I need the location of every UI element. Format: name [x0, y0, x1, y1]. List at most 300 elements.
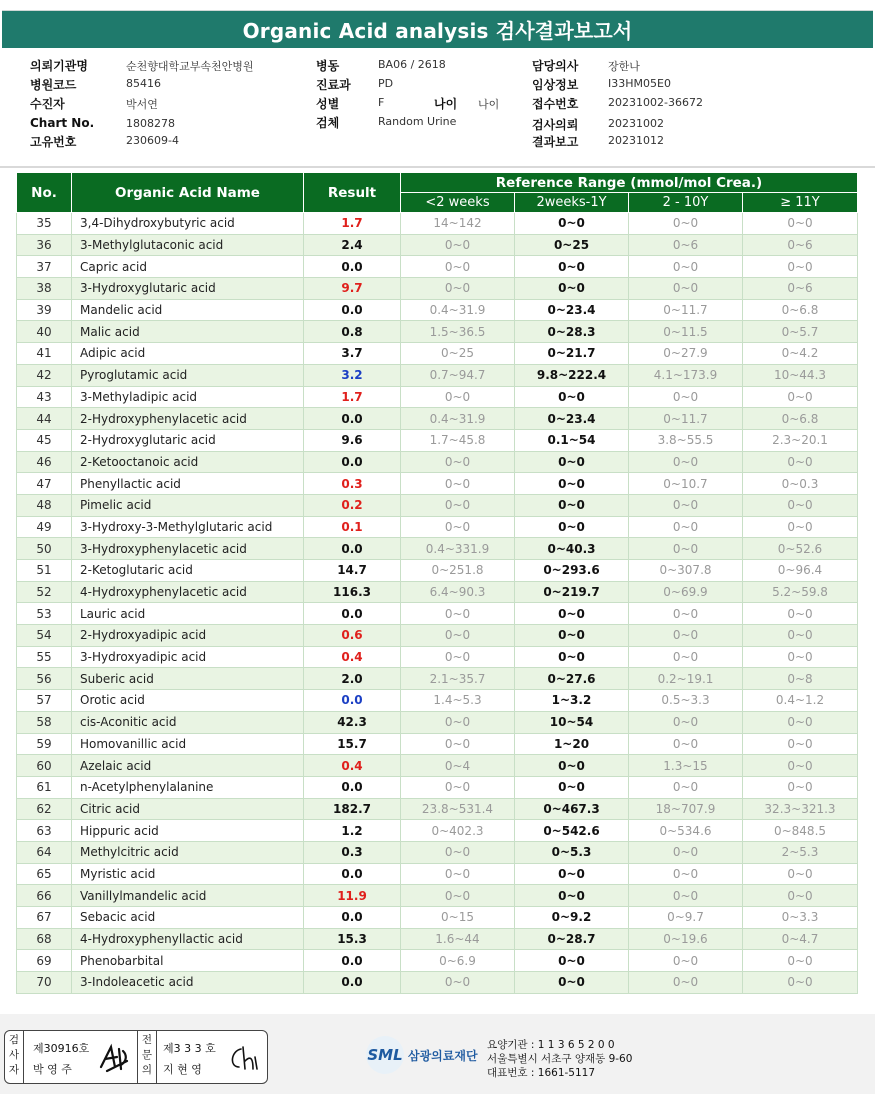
table-row	[17, 256, 858, 278]
addr-phone: 대표번호 : 1661-5117	[487, 1067, 596, 1079]
row-result: 15.7	[304, 733, 401, 755]
table-row	[17, 776, 858, 798]
row-acid-name: 2-Hydroxyphenylacetic acid	[72, 408, 304, 430]
row-result: 0.0	[304, 256, 401, 278]
row-ref-2-10y: 0.2~19.1	[629, 668, 743, 690]
row-ref-2-10y: 0~0	[629, 256, 743, 278]
row-acid-name: Suberic acid	[72, 668, 304, 690]
org-name: 삼광의료재단	[408, 1048, 478, 1063]
row-acid-name: 3-Methylglutaconic acid	[72, 234, 304, 256]
specialist-name: 지 현 영	[163, 1063, 202, 1076]
table-row	[17, 690, 858, 712]
row-ref-11y: 0~0	[743, 776, 858, 798]
row-ref-2-10y: 0~534.6	[629, 820, 743, 842]
row-ref-lt2w: 0~0	[401, 516, 515, 538]
age-value: 나이	[478, 98, 500, 111]
row-result: 0.0	[304, 408, 401, 430]
row-ref-2-10y: 0~0	[629, 213, 743, 235]
divider	[156, 1031, 157, 1083]
col-name-header: Organic Acid Name	[72, 173, 304, 213]
table-row	[17, 668, 858, 690]
row-ref-lt2w: 0~0	[401, 603, 515, 625]
row-ref-11y: 0~848.5	[743, 820, 858, 842]
row-result: 3.7	[304, 343, 401, 365]
collector-value: 박서연	[126, 98, 158, 111]
row-ref-2w1y: 0~0	[515, 278, 629, 300]
row-ref-lt2w: 0~0	[401, 733, 515, 755]
hosp-code-label: 병원코드	[30, 78, 77, 92]
table-row	[17, 299, 858, 321]
row-ref-2-10y: 0~69.9	[629, 581, 743, 603]
row-ref-lt2w: 0~0	[401, 885, 515, 907]
row-ref-2w1y: 0~0	[515, 494, 629, 516]
results-table	[16, 172, 858, 994]
row-result: 0.4	[304, 646, 401, 668]
row-no: 49	[17, 516, 72, 538]
sex-label: 성별	[316, 97, 340, 111]
unique-no-label: 고유번호	[30, 135, 77, 149]
row-ref-11y: 0~0	[743, 733, 858, 755]
row-no: 70	[17, 972, 72, 994]
row-ref-2w1y: 0~0	[515, 213, 629, 235]
col-ref-lt2w: <2 weeks	[401, 193, 515, 213]
row-no: 39	[17, 299, 72, 321]
col-ref-2-10y: 2 - 10Y	[629, 193, 743, 213]
row-acid-name: 3-Indoleacetic acid	[72, 972, 304, 994]
table-row	[17, 841, 858, 863]
row-acid-name: Phenobarbital	[72, 950, 304, 972]
row-ref-lt2w: 0.7~94.7	[401, 364, 515, 386]
row-ref-11y: 0~5.7	[743, 321, 858, 343]
row-no: 61	[17, 776, 72, 798]
row-ref-lt2w: 1.7~45.8	[401, 429, 515, 451]
row-ref-lt2w: 0~0	[401, 256, 515, 278]
row-ref-11y: 0~0	[743, 711, 858, 733]
divider	[23, 1031, 24, 1083]
row-acid-name: 3,4-Dihydroxybutyric acid	[72, 213, 304, 235]
row-ref-2-10y: 0~0	[629, 603, 743, 625]
table-row	[17, 473, 858, 495]
table-row	[17, 907, 858, 929]
row-ref-2w1y: 0~23.4	[515, 408, 629, 430]
row-result: 0.0	[304, 538, 401, 560]
row-ref-2-10y: 0~6	[629, 234, 743, 256]
row-ref-11y: 0~0	[743, 603, 858, 625]
row-ref-lt2w: 0.4~31.9	[401, 299, 515, 321]
row-ref-2-10y: 18~707.9	[629, 798, 743, 820]
table-row	[17, 516, 858, 538]
row-ref-2w1y: 0~0	[515, 516, 629, 538]
report-label: 결과보고	[532, 135, 579, 149]
row-ref-2-10y: 1.3~15	[629, 755, 743, 777]
ward-label: 병동	[316, 59, 340, 73]
row-ref-2-10y: 0~0	[629, 733, 743, 755]
row-ref-2-10y: 0~0	[629, 841, 743, 863]
table-row	[17, 278, 858, 300]
row-ref-11y: 10~44.3	[743, 364, 858, 386]
row-ref-lt2w: 0~15	[401, 907, 515, 929]
row-no: 47	[17, 473, 72, 495]
chart-no-label: Chart No.	[30, 116, 95, 130]
row-ref-11y: 0~0	[743, 755, 858, 777]
row-acid-name: Citric acid	[72, 798, 304, 820]
table-row	[17, 364, 858, 386]
dept-value: PD	[378, 77, 394, 90]
row-result: 0.0	[304, 776, 401, 798]
row-ref-2-10y: 0~0	[629, 451, 743, 473]
row-ref-lt2w: 0~0	[401, 386, 515, 408]
row-ref-2-10y: 0~0	[629, 538, 743, 560]
specialist-license: 제3 3 3 호	[163, 1042, 216, 1055]
row-no: 64	[17, 841, 72, 863]
row-ref-2w1y: 0~219.7	[515, 581, 629, 603]
row-no: 62	[17, 798, 72, 820]
row-acid-name: Lauric acid	[72, 603, 304, 625]
row-ref-2w1y: 0~0	[515, 755, 629, 777]
row-no: 44	[17, 408, 72, 430]
receipt-label: 접수번호	[532, 97, 579, 111]
row-acid-name: Sebacic acid	[72, 907, 304, 929]
row-ref-11y: 0~52.6	[743, 538, 858, 560]
row-ref-2-10y: 0~307.8	[629, 560, 743, 582]
specimen-value: Random Urine	[378, 115, 457, 128]
row-ref-11y: 0~0	[743, 256, 858, 278]
row-acid-name: Pyroglutamic acid	[72, 364, 304, 386]
row-acid-name: 2-Ketoglutaric acid	[72, 560, 304, 582]
row-ref-2-10y: 0~0	[629, 863, 743, 885]
row-ref-11y: 0~6	[743, 234, 858, 256]
table-row	[17, 429, 858, 451]
row-no: 69	[17, 950, 72, 972]
clinical-value: I33HM05E0	[608, 77, 671, 90]
row-acid-name: Malic acid	[72, 321, 304, 343]
row-ref-11y: 0~4.2	[743, 343, 858, 365]
doctor-value: 장한나	[608, 60, 640, 73]
row-no: 51	[17, 560, 72, 582]
row-ref-lt2w: 0~0	[401, 711, 515, 733]
row-ref-2-10y: 0~0	[629, 972, 743, 994]
signature-box	[4, 1030, 268, 1084]
row-no: 50	[17, 538, 72, 560]
row-ref-11y: 0~0	[743, 386, 858, 408]
table-row	[17, 646, 858, 668]
row-ref-11y: 0~0	[743, 646, 858, 668]
sex-value: F	[378, 96, 385, 109]
row-no: 36	[17, 234, 72, 256]
row-no: 48	[17, 494, 72, 516]
row-ref-2w1y: 1~20	[515, 733, 629, 755]
row-ref-2w1y: 0~21.7	[515, 343, 629, 365]
row-no: 66	[17, 885, 72, 907]
ward-value: BA06 / 2618	[378, 58, 446, 71]
sml-logo-mark: SML	[366, 1036, 404, 1074]
table-row	[17, 538, 858, 560]
table-row	[17, 885, 858, 907]
row-ref-lt2w: 0~4	[401, 755, 515, 777]
dept-label: 진료과	[316, 78, 351, 92]
table-row	[17, 213, 858, 235]
row-ref-lt2w: 0~0	[401, 494, 515, 516]
col-result-header: Result	[304, 173, 401, 213]
row-no: 43	[17, 386, 72, 408]
row-ref-2-10y: 0~0	[629, 516, 743, 538]
row-ref-lt2w: 0~0	[401, 234, 515, 256]
row-no: 57	[17, 690, 72, 712]
row-result: 0.0	[304, 950, 401, 972]
row-ref-lt2w: 14~142	[401, 213, 515, 235]
row-ref-11y: 0~0	[743, 213, 858, 235]
table-row	[17, 625, 858, 647]
table-row	[17, 603, 858, 625]
row-no: 42	[17, 364, 72, 386]
row-result: 11.9	[304, 885, 401, 907]
row-ref-2-10y: 0~0	[629, 386, 743, 408]
row-ref-2-10y: 0~0	[629, 950, 743, 972]
row-ref-2w1y: 0~0	[515, 625, 629, 647]
row-ref-2-10y: 0~0	[629, 278, 743, 300]
row-no: 38	[17, 278, 72, 300]
col-ref-11y: ≥ 11Y	[743, 193, 858, 213]
row-ref-lt2w: 0~0	[401, 863, 515, 885]
row-ref-11y: 0~8	[743, 668, 858, 690]
row-result: 116.3	[304, 581, 401, 603]
row-result: 0.3	[304, 841, 401, 863]
row-ref-2w1y: 0~0	[515, 950, 629, 972]
row-ref-11y: 0~4.7	[743, 928, 858, 950]
row-acid-name: Myristic acid	[72, 863, 304, 885]
row-acid-name: 3-Methyladipic acid	[72, 386, 304, 408]
tester-label: 검 사 자	[8, 1034, 20, 1076]
row-ref-2w1y: 0~23.4	[515, 299, 629, 321]
row-ref-2w1y: 0~0	[515, 646, 629, 668]
row-acid-name: 2-Ketooctanoic acid	[72, 451, 304, 473]
row-ref-11y: 0~0	[743, 516, 858, 538]
col-ref-header: Reference Range (mmol/mol Crea.)	[401, 173, 858, 193]
row-result: 0.2	[304, 494, 401, 516]
row-ref-2w1y: 0~25	[515, 234, 629, 256]
row-ref-2-10y: 0~11.5	[629, 321, 743, 343]
row-ref-11y: 2.3~20.1	[743, 429, 858, 451]
row-ref-11y: 0~6.8	[743, 299, 858, 321]
row-acid-name: Azelaic acid	[72, 755, 304, 777]
report-title: Organic Acid analysis 검사결과보고서	[2, 10, 873, 48]
table-row	[17, 451, 858, 473]
col-no-header: No.	[17, 173, 72, 213]
row-ref-lt2w: 0.4~31.9	[401, 408, 515, 430]
row-acid-name: 3-Hydroxyadipic acid	[72, 646, 304, 668]
row-ref-11y: 0~6	[743, 278, 858, 300]
row-ref-lt2w: 0~0	[401, 841, 515, 863]
specialist-label: 전 문 의	[141, 1034, 153, 1076]
row-ref-2w1y: 1~3.2	[515, 690, 629, 712]
row-ref-2w1y: 0~0	[515, 972, 629, 994]
table-row	[17, 798, 858, 820]
request-date: 20231002	[608, 117, 664, 130]
row-ref-2w1y: 0~0	[515, 863, 629, 885]
row-ref-lt2w: 0~0	[401, 972, 515, 994]
row-ref-2w1y: 0~27.6	[515, 668, 629, 690]
chart-no-value: 1808278	[126, 117, 175, 130]
row-acid-name: 3-Hydroxyphenylacetic acid	[72, 538, 304, 560]
row-ref-2w1y: 0~28.3	[515, 321, 629, 343]
row-ref-2w1y: 0~542.6	[515, 820, 629, 842]
row-acid-name: cis-Aconitic acid	[72, 711, 304, 733]
footer	[0, 1014, 875, 1094]
row-acid-name: Pimelic acid	[72, 494, 304, 516]
row-ref-lt2w: 0~0	[401, 278, 515, 300]
row-ref-2w1y: 0~0	[515, 451, 629, 473]
table-row	[17, 386, 858, 408]
row-result: 15.3	[304, 928, 401, 950]
row-no: 40	[17, 321, 72, 343]
row-no: 63	[17, 820, 72, 842]
tester-license: 제30916호	[33, 1042, 90, 1055]
row-ref-2w1y: 0~0	[515, 256, 629, 278]
row-ref-2-10y: 0~0	[629, 885, 743, 907]
org-address	[487, 1038, 632, 1080]
addr-line: 서울특별시 서초구 양재동 9-60	[487, 1053, 633, 1065]
row-ref-lt2w: 0~0	[401, 451, 515, 473]
row-ref-11y: 2~5.3	[743, 841, 858, 863]
specialist-signature-icon	[227, 1041, 263, 1075]
row-acid-name: Methylcitric acid	[72, 841, 304, 863]
table-row	[17, 560, 858, 582]
row-no: 58	[17, 711, 72, 733]
row-no: 67	[17, 907, 72, 929]
row-acid-name: Capric acid	[72, 256, 304, 278]
table-row	[17, 711, 858, 733]
row-ref-lt2w: 1.4~5.3	[401, 690, 515, 712]
row-acid-name: Orotic acid	[72, 690, 304, 712]
row-result: 0.4	[304, 755, 401, 777]
row-ref-2-10y: 0~27.9	[629, 343, 743, 365]
row-result: 1.7	[304, 386, 401, 408]
row-result: 42.3	[304, 711, 401, 733]
row-ref-2w1y: 0~0	[515, 885, 629, 907]
table-row	[17, 972, 858, 994]
table-row	[17, 494, 858, 516]
row-ref-11y: 0~3.3	[743, 907, 858, 929]
row-ref-2-10y: 0~0	[629, 646, 743, 668]
row-ref-lt2w: 2.1~35.7	[401, 668, 515, 690]
row-acid-name: Adipic acid	[72, 343, 304, 365]
row-ref-2w1y: 0.1~54	[515, 429, 629, 451]
row-no: 53	[17, 603, 72, 625]
row-ref-lt2w: 0~402.3	[401, 820, 515, 842]
row-no: 45	[17, 429, 72, 451]
row-ref-2w1y: 10~54	[515, 711, 629, 733]
row-ref-2-10y: 0~0	[629, 711, 743, 733]
row-no: 52	[17, 581, 72, 603]
row-result: 182.7	[304, 798, 401, 820]
row-result: 2.0	[304, 668, 401, 690]
row-result: 0.3	[304, 473, 401, 495]
collector-label: 수진자	[30, 97, 65, 111]
row-ref-11y: 0.4~1.2	[743, 690, 858, 712]
row-no: 55	[17, 646, 72, 668]
row-no: 65	[17, 863, 72, 885]
row-no: 37	[17, 256, 72, 278]
row-result: 0.0	[304, 907, 401, 929]
table-row	[17, 928, 858, 950]
row-ref-lt2w: 0~25	[401, 343, 515, 365]
row-ref-11y: 5.2~59.8	[743, 581, 858, 603]
row-acid-name: Phenyllactic acid	[72, 473, 304, 495]
divider	[137, 1031, 138, 1083]
row-ref-lt2w: 0~251.8	[401, 560, 515, 582]
row-no: 59	[17, 733, 72, 755]
row-no: 41	[17, 343, 72, 365]
row-result: 0.0	[304, 690, 401, 712]
row-ref-2-10y: 0~0	[629, 625, 743, 647]
row-no: 54	[17, 625, 72, 647]
table-row	[17, 581, 858, 603]
table-row	[17, 863, 858, 885]
row-acid-name: 4-Hydroxyphenylacetic acid	[72, 581, 304, 603]
col-ref-2w1y: 2weeks-1Y	[515, 193, 629, 213]
row-result: 9.6	[304, 429, 401, 451]
row-acid-name: n-Acetylphenylalanine	[72, 776, 304, 798]
age-label: 나이	[434, 97, 458, 111]
row-result: 0.0	[304, 863, 401, 885]
row-ref-11y: 0~0	[743, 972, 858, 994]
row-ref-11y: 0~0	[743, 950, 858, 972]
row-acid-name: Hippuric acid	[72, 820, 304, 842]
row-ref-2-10y: 3.8~55.5	[629, 429, 743, 451]
row-acid-name: 2-Hydroxyglutaric acid	[72, 429, 304, 451]
table-row	[17, 408, 858, 430]
row-no: 35	[17, 213, 72, 235]
row-ref-11y: 0~6.8	[743, 408, 858, 430]
request-label: 검사의뢰	[532, 118, 579, 132]
row-acid-name: Mandelic acid	[72, 299, 304, 321]
row-ref-lt2w: 6.4~90.3	[401, 581, 515, 603]
row-ref-2w1y: 9.8~222.4	[515, 364, 629, 386]
sml-logo	[366, 1036, 478, 1074]
req-inst-label: 의뢰기관명	[30, 59, 88, 73]
row-ref-11y: 0~0.3	[743, 473, 858, 495]
row-no: 68	[17, 928, 72, 950]
row-acid-name: 2-Hydroxyadipic acid	[72, 625, 304, 647]
row-ref-2-10y: 0~0	[629, 776, 743, 798]
row-result: 0.6	[304, 625, 401, 647]
row-ref-lt2w: 23.8~531.4	[401, 798, 515, 820]
row-result: 0.8	[304, 321, 401, 343]
unique-no-value: 230609-4	[126, 134, 179, 147]
clinical-label: 임상정보	[532, 78, 579, 92]
row-result: 1.7	[304, 213, 401, 235]
row-ref-11y: 0~0	[743, 451, 858, 473]
row-result: 0.0	[304, 603, 401, 625]
table-row	[17, 820, 858, 842]
table-row	[17, 733, 858, 755]
row-ref-2w1y: 0~9.2	[515, 907, 629, 929]
row-ref-2-10y: 0~10.7	[629, 473, 743, 495]
report-date: 20231012	[608, 134, 664, 147]
row-no: 46	[17, 451, 72, 473]
table-row	[17, 321, 858, 343]
row-ref-2w1y: 0~28.7	[515, 928, 629, 950]
receipt-value: 20231002-36672	[608, 96, 703, 109]
row-ref-lt2w: 0.4~331.9	[401, 538, 515, 560]
row-ref-2-10y: 0~9.7	[629, 907, 743, 929]
row-ref-2w1y: 0~40.3	[515, 538, 629, 560]
hosp-code-value: 85416	[126, 77, 161, 90]
row-acid-name: Vanillylmandelic acid	[72, 885, 304, 907]
row-ref-2-10y: 0~0	[629, 494, 743, 516]
row-result: 3.2	[304, 364, 401, 386]
row-acid-name: 3-Hydroxyglutaric acid	[72, 278, 304, 300]
